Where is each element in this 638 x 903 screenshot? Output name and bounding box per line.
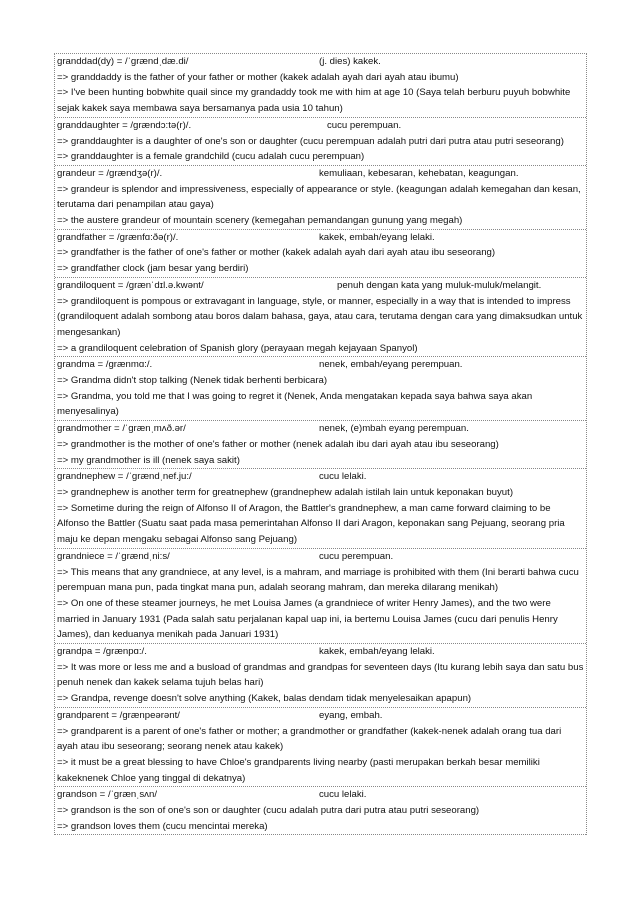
example-line: => my grandmother is ill (nenek saya sakit) [57,454,240,466]
entry-meaning: kakek, embah/eyang lelaki. [319,231,435,243]
headword-pronunciation: grandson = /ˈgrænˌsʌn/ [57,789,157,801]
example-line: => grandeur is splendor and impressiveness, especially of appearance or style. (keagungan adalah kemegahan dan kesan, terutama dari penampilan atau gaya) [57,183,581,211]
example-line: => grandfather is the father of one's father or mother (kakek adalah ayah dari ayah atau ibu seseorang) [57,247,496,259]
entry-headword [57,469,584,485]
dictionary-entry [55,118,586,166]
headword-pronunciation: grandniece = /ˈgrændˌni:s/ [57,550,170,562]
entry-meaning: penuh dengan kata yang muluk-muluk/melangit. [337,279,542,291]
dictionary-entry [55,357,586,421]
example-line: => grandson loves them (cucu mencintai mereka) [57,820,268,832]
headword-pronunciation: grandparent = /grænpeərənt/ [57,709,180,721]
entry-meaning: cucu perempuan. [319,550,394,562]
headword-pronunciation: grandiloquent = /grænˈdɪl.ə.kwənt/ [57,279,204,291]
dictionary-entry [55,421,586,469]
headword-pronunciation: grandeur = /grændʒə(r)/. [57,167,163,179]
entry-headword [57,644,584,660]
headword-pronunciation: grandma = /grænmɑ:/. [57,359,153,371]
example-line: => granddaddy is the father of your father or mother (kakek adalah ayah dari ayah atau ibumu) [57,71,459,83]
entry-meaning: nenek, embah/eyang perempuan. [319,359,463,371]
example-line: => Grandma didn't stop talking (Nenek tidak berhenti berbicara) [57,375,328,387]
example-line: => grandson is the son of one's son or daughter (cucu adalah putra dari putra atau putri seseorang) [57,805,480,817]
dictionary-entry [55,469,586,549]
example-line: => grandnephew is another term for greatnephew (grandnephew adalah istilah lain untuk keponakan buyut) [57,486,514,498]
headword-pronunciation: grandmother = /ˈgrænˌmʌð.ər/ [57,423,186,435]
headword-pronunciation: grandfather = /grænfɑ:ðə(r)/. [57,231,179,243]
example-line: => Grandpa, revenge doesn't solve anything (Kakek, balas dendam tidak menyelesaikan apapun) [57,693,472,705]
example-line: => It was more or less me and a busload of grandmas and grandpas for seventeen days (Itu kurang lebih saya dan satu bus penuh nenek dan kakek selama tujuh belas hari) [57,661,584,689]
dictionary-page [54,53,587,835]
dictionary-entry [55,644,586,708]
entry-headword [57,549,584,565]
entry-headword [57,421,584,437]
dictionary-entry [55,549,586,644]
headword-pronunciation: granddaughter = /grændɔ:tə(r)/. [57,119,192,131]
entry-headword [57,787,584,803]
example-line: => grandparent is a parent of one's father or mother; a grandmother or grandfather (kakek-nenek adalah orang tua dari ayah atau ibu seseorang; seorang nenek atau kakek) [57,725,562,753]
example-line: => the austere grandeur of mountain scenery (kemegahan pemandangan gunung yang megah) [57,215,463,227]
entry-meaning: kemuliaan, kebesaran, kehebatan, keagungan. [319,167,519,179]
example-line: => This means that any grandniece, at any level, is a mahram, and marriage is prohibited with them (Ini berarti bahwa cucu perempuan mana pun, pada tingkat mana pun, adalah seorang mahram, dan mereka dilarang menikah) [57,566,579,594]
entry-headword [57,278,584,294]
example-line: => grandiloquent is pompous or extravagant in language, style, or manner, especially in a way that is intended to impress (grandiloquent adalah sombong atau boros dalam bahasa, gaya, atau cara, terutama dengan cara yang dimaksudkan untuk mengesankan) [57,295,583,338]
example-line: => I've been hunting bobwhite quail since my grandaddy took me with him at age 10 (Saya telah berburu puyuh bobwhite sejak kakek saya membawa saya bersamanya pada usia 10 tahun) [57,87,571,115]
example-line: => a grandiloquent celebration of Spanish glory (perayaan megah kejayaan Spanyol) [57,342,418,354]
headword-pronunciation: granddad(dy) = /ˈgrændˌdæ.di/ [57,56,189,67]
headword-pronunciation: grandpa = /grænpɑ:/. [57,646,147,658]
example-line: => grandmother is the mother of one's father or mother (nenek adalah ibu dari ayah atau ibu seseorang) [57,438,499,450]
entry-meaning: nenek, (e)mbah eyang perempuan. [319,423,469,435]
headword-pronunciation: grandnephew = /ˈgrændˌnef.ju:/ [57,471,192,483]
entry-meaning: (j. dies) kakek. [319,56,381,67]
dictionary-entry [55,166,586,230]
entry-meaning: cucu perempuan. [327,119,402,131]
entry-meaning: eyang, embah. [319,709,383,721]
example-line: => granddaughter is a daughter of one's son or daughter (cucu perempuan adalah putri dari putra atau putri seseorang) [57,135,564,147]
entry-meaning: cucu lelaki. [319,471,367,483]
entry-meaning: cucu lelaki. [319,789,367,801]
entry-headword [57,54,584,70]
dictionary-entry [55,54,586,118]
example-line: => granddaughter is a female grandchild (cucu adalah cucu perempuan) [57,151,365,163]
entry-meaning: kakek, embah/eyang lelaki. [319,646,435,658]
example-line: => On one of these steamer journeys, he met Louisa James (a grandniece of writer Henry James), and the two were married in January 1931 (Pada salah satu perjalanan kapal uap ini, ia bertemu Louisa James (cucu dari penulis Henry James), dan keduanya menikah pada Januari 1931) [57,597,558,641]
example-line: => it must be a great blessing to have Chloe's grandparents living nearby (pasti merupakan berkah besar memiliki kakeknenek Chloe yang tinggal di dekatnya) [57,756,540,784]
entry-headword [57,357,584,373]
entry-headword [57,708,584,724]
example-line: => grandfather clock (jam besar yang berdiri) [57,263,249,275]
dictionary-entry [55,708,586,788]
dictionary-entry [55,278,586,358]
example-line: => Grandma, you told me that I was going to regret it (Nenek, Anda mengatakan kepada saya bahwa saya akan menyesalinya) [57,390,533,418]
entry-headword [57,166,584,182]
entry-headword [57,230,584,246]
dictionary-entry [55,787,586,835]
example-line: => Sometime during the reign of Alfonso II of Aragon, the Battler's grandnephew, a man came forward claiming to be Alfonso the Battler (Suatu saat pada masa pemerintahan Alfonso II dari Aragon, keponakan sang Pejuang, seorang pria maju ke depan mengaku sebagai Alfonso sang Pejuang) [57,502,565,546]
entry-headword [57,118,584,134]
dictionary-entry [55,230,586,278]
